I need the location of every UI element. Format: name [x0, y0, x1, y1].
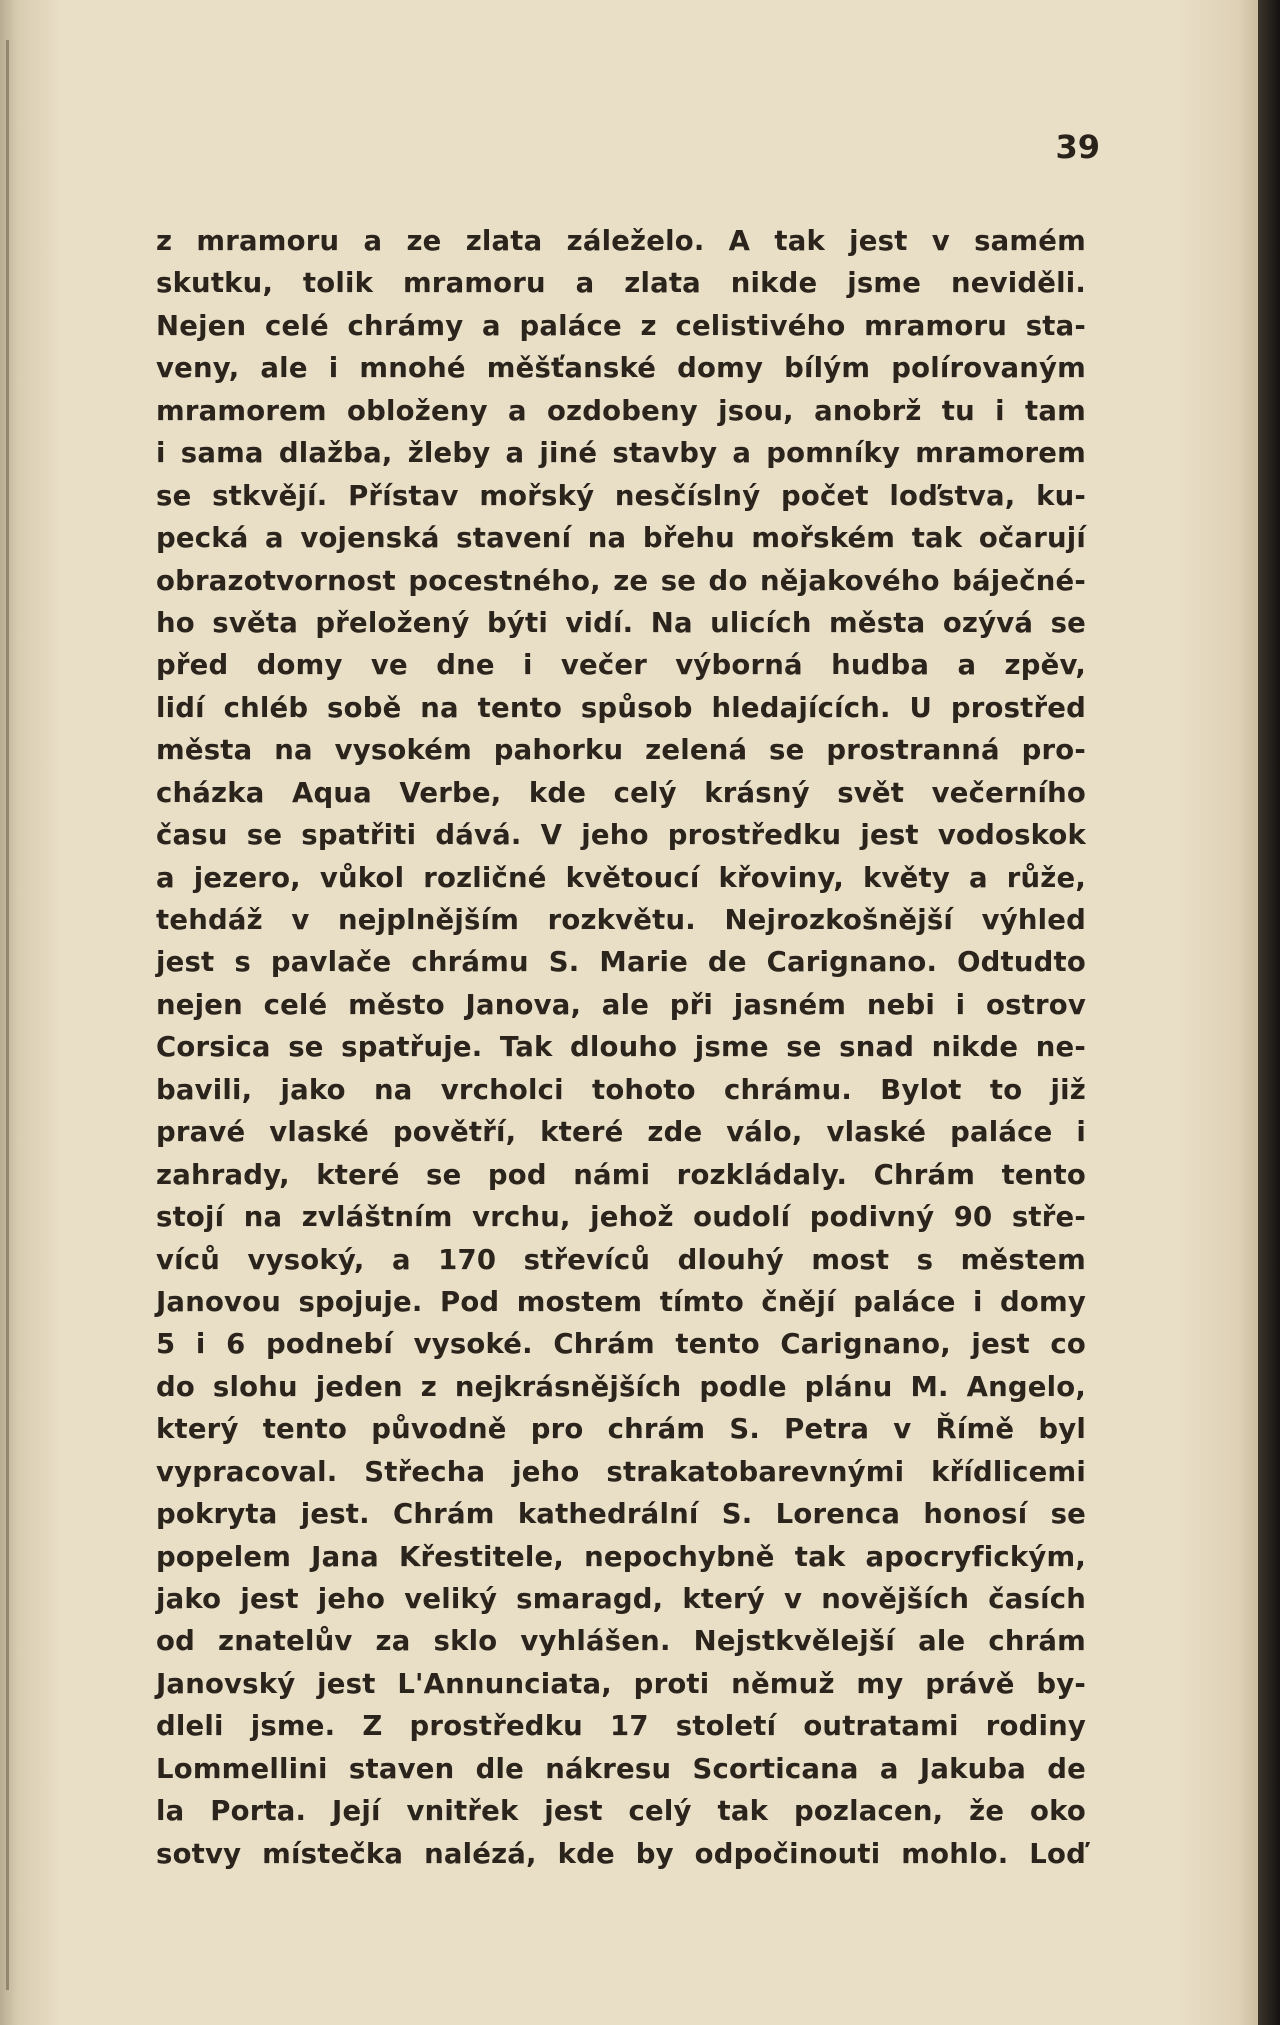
text-line: skutku, tolik mramoru a zlata nikde jsme neviděli.: [156, 267, 1086, 300]
text-line: do slohu jeden z nejkrásnějších podle plánu M. Angelo,: [156, 1370, 1086, 1403]
text-line: tehdáž v nejplnějším rozkvětu. Nejrozkošnější výhled: [156, 904, 1086, 936]
text-line: bavili, jako na vrcholci tohoto chrámu. Bylot to již: [156, 1073, 1086, 1106]
text-line: veny, ale i mnohé měšťanské domy bílým polírovaným: [156, 352, 1086, 385]
text-line: cházka Aqua Verbe, kde celý krásný svět večerního: [156, 776, 1086, 809]
text-line: Corsica se spatřuje. Tak dlouho jsme se snad nikde ne-: [156, 1031, 1086, 1064]
text-line: pecká a vojenská stavení na břehu mořském tak očarují: [156, 522, 1086, 555]
text-line: 5 i 6 podnebí vysoké. Chrám tento Carignano, jest co: [156, 1328, 1086, 1361]
text-line: víců vysoký, a 170 střevíců dlouhý most s městem: [156, 1243, 1086, 1276]
text-line: a jezero, vůkol rozličné květoucí křoviny, květy a růže,: [156, 861, 1086, 894]
text-line: jako jest jeho veliký smaragd, který v novějších časích: [156, 1583, 1086, 1615]
text-line: se stkvějí. Přístav mořský nesčíslný počet loďstva, ku-: [156, 479, 1086, 512]
text-line: Nejen celé chrámy a paláce z celistivého mramoru sta-: [156, 309, 1086, 342]
text-line: sotvy místečka nalézá, kde by odpočinouti mohlo. Loď: [156, 1837, 1086, 1870]
text-line: dleli jsme. Z prostředku 17 století outratami rodiny: [156, 1710, 1086, 1743]
text-line: Lommellini staven dle nákresu Scorticana a Jakuba de: [156, 1752, 1086, 1785]
text-line: času se spatřiti dává. V jeho prostředku jest vodoskok: [156, 819, 1086, 852]
text-line: obrazotvornost pocestného, ze se do nějakového báječné-: [156, 564, 1086, 597]
text-line: la Porta. Její vnitřek jest celý tak pozlacen, že oko: [156, 1795, 1086, 1828]
text-line: města na vysokém pahorku zelená se prostranná pro-: [156, 734, 1086, 767]
text-line: pravé vlaské povětří, které zde válo, vlaské paláce i: [156, 1116, 1086, 1149]
text-line: popelem Jana Křestitele, nepochybně tak apocryfickým,: [156, 1540, 1086, 1573]
page-number: 39: [1055, 128, 1100, 166]
book-edge: [1258, 0, 1280, 2025]
text-line: vypracoval. Střecha jeho strakatobarevnými křídlicemi: [156, 1455, 1086, 1488]
text-line: pokryta jest. Chrám kathedrální S. Lorenca honosí se: [156, 1498, 1086, 1531]
text-line: před domy ve dne i večer výborná hudba a zpěv,: [156, 649, 1086, 682]
text-line: stojí na zvláštním vrchu, jehož oudolí podivný 90 stře-: [156, 1201, 1086, 1234]
text-line: i sama dlažba, žleby a jiné stavby a pomníky mramorem: [156, 437, 1086, 470]
text-line: nejen celé město Janova, ale při jasném nebi i ostrov: [156, 988, 1086, 1021]
binding-gutter: [6, 40, 9, 1990]
text-line: lidí chléb sobě na tento spůsob hledajících. U prostřed: [156, 691, 1086, 724]
text-line: zahrady, které se pod námi rozkládaly. Chrám tento: [156, 1158, 1086, 1191]
text-line: od znatelův za sklo vyhlášen. Nejstkvělejší ale chrám: [156, 1625, 1086, 1658]
text-line: Janovou spojuje. Pod mostem tímto čnějí paláce i domy: [156, 1285, 1086, 1318]
text-line: z mramoru a ze zlata záleželo. A tak jest v samém: [156, 225, 1086, 257]
body-text: [156, 220, 1086, 1875]
text-line: Janovský jest L'Annunciata, proti němuž my právě by-: [156, 1667, 1086, 1700]
text-line: jest s pavlače chrámu S. Marie de Carignano. Odtudto: [156, 946, 1086, 979]
text-line: ho světa přeložený býti vidí. Na ulicích města ozývá se: [156, 606, 1086, 639]
text-line: který tento původně pro chrám S. Petra v Římě byl: [156, 1413, 1086, 1446]
text-line: mramorem obloženy a ozdobeny jsou, anobrž tu i tam: [156, 394, 1086, 427]
